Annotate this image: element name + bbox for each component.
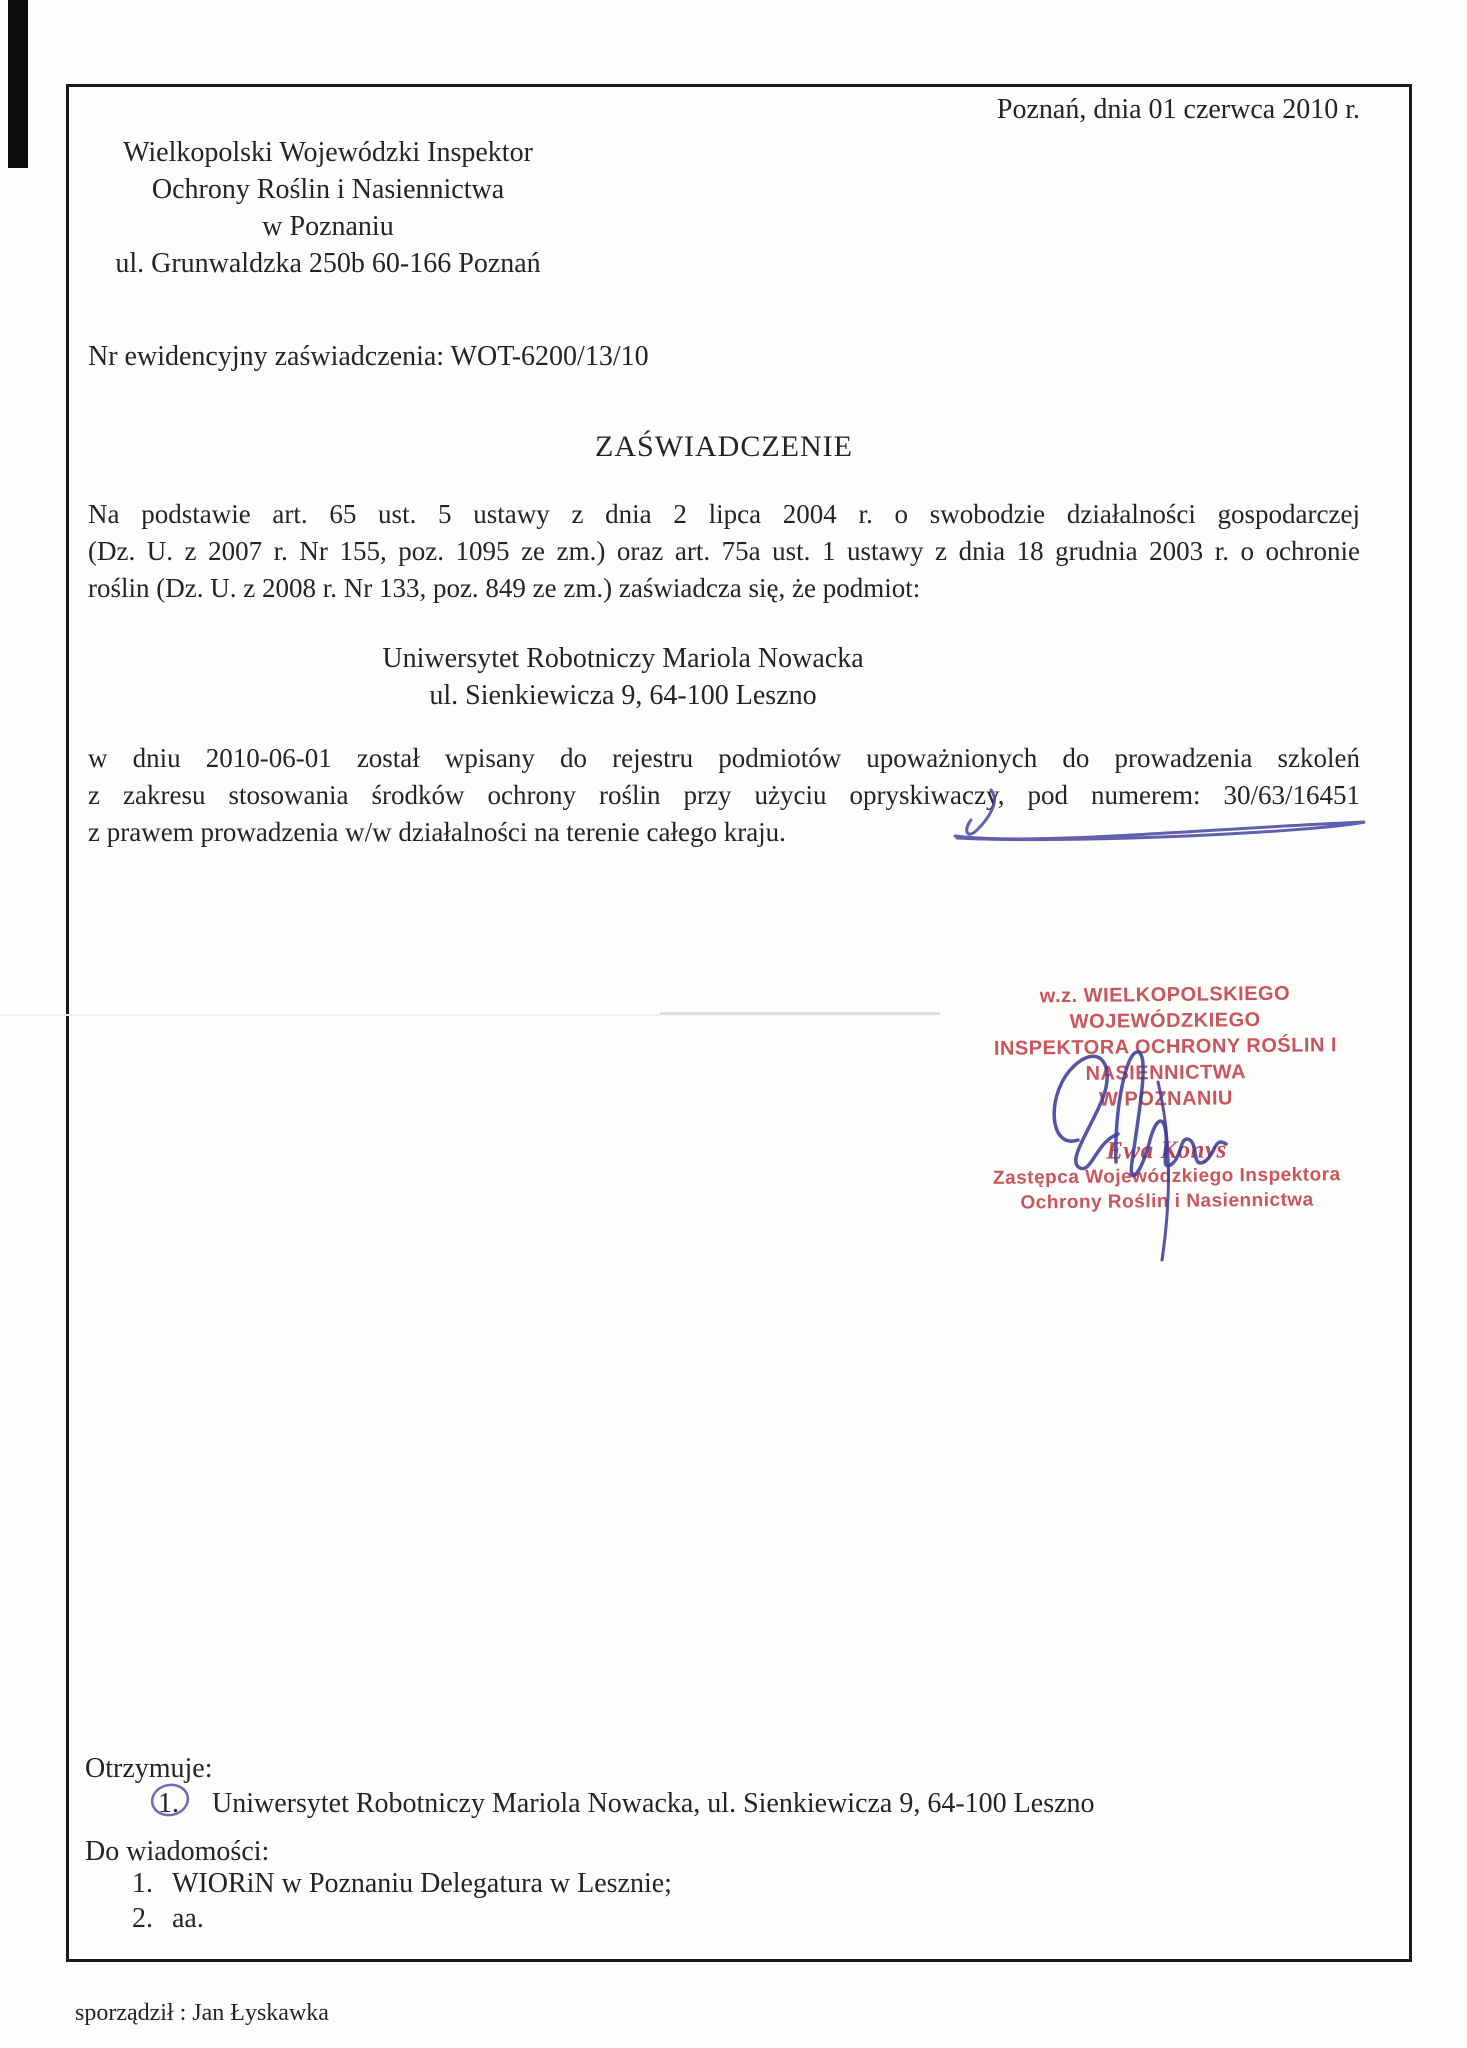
letterhead-line-3: w Poznaniu <box>262 211 394 242</box>
subject-block <box>0 640 1246 714</box>
scan-smudge-line <box>660 1012 940 1015</box>
legal-basis-paragraph <box>88 496 1360 607</box>
stamp-signer-name: Ewa Konys <box>1106 1136 1227 1165</box>
stamp-title-line-2: Ochrony Roślin i Nasiennictwa <box>1020 1189 1314 1214</box>
pen-paraph-mark <box>895 772 1375 862</box>
prepared-by-note: sporządził : Jan Łyskawka <box>75 2000 329 2026</box>
legal-basis-line-2: (Dz. U. z 2007 r. Nr 155, poz. 1095 ze zm.) oraz art. 75a ust. 1 ustawy z dnia 18 grudnia 2003 r. o ochronie <box>88 536 1360 566</box>
letterhead-line-2: Ochrony Roślin i Nasiennictwa <box>151 174 505 205</box>
stamp-line-1: w.z. WIELKOPOLSKIEGO WOJEWÓDZKIEGO <box>1039 982 1291 1034</box>
legal-basis-line-3: roślin (Dz. U. z 2008 r. Nr 133, poz. 849 ze zm.) zaświadcza się, że podmiot: <box>88 573 921 603</box>
statement-line-1: w dniu 2010-06-01 został wpisany do rejestru podmiotów upoważnionych do prowadzenia szkoleń <box>88 743 1360 773</box>
recipients-heading: Otrzymuje: <box>85 1753 213 1784</box>
subject-address: ul. Sienkiewicza 9, 64-100 Leszno <box>429 680 817 711</box>
document-title: ZAŚWIADCZENIE <box>595 430 853 463</box>
scan-smudge-line-faint <box>0 1014 660 1016</box>
subject-name: Uniwersytet Robotniczy Mariola Nowacka <box>382 643 864 674</box>
letterhead-address: ul. Grunwaldzka 250b 60-166 Poznań <box>115 248 541 279</box>
cc-item-2-text: aa. <box>172 1903 204 1934</box>
cc-item-1-number: 1. <box>132 1868 153 1899</box>
stamp-line-3: W POZNANIU <box>1098 1087 1234 1111</box>
cc-item-2-number: 2. <box>132 1903 153 1934</box>
cc-item-1-text: WIORiN w Poznaniu Delegatura w Lesznie; <box>172 1868 672 1899</box>
pen-circle-mark <box>148 1780 192 1820</box>
scan-artifact-bar <box>8 0 28 168</box>
stamp-line-2: INSPEKTORA OCHRONY ROŚLIN I NASIENNICTWA <box>993 1034 1338 1085</box>
registry-number-line: Nr ewidencyjny zaświadczenia: WOT-6200/13/10 <box>88 341 649 372</box>
letterhead-line-1: Wielkopolski Wojewódzki Inspektor <box>123 137 533 168</box>
legal-basis-line-1: Na podstawie art. 65 ust. 5 ustawy z dnia 2 lipca 2004 r. o swobodzie działalności gospodarczej <box>88 499 1360 529</box>
handwritten-signature <box>1030 1022 1270 1262</box>
date-line: Poznań, dnia 01 czerwca 2010 r. <box>996 94 1360 125</box>
cc-heading: Do wiadomości: <box>85 1836 270 1867</box>
recipient-text: Uniwersytet Robotniczy Mariola Nowacka, ul. Sienkiewicza 9, 64-100 Leszno <box>212 1788 1095 1819</box>
letterhead <box>88 134 568 282</box>
statement-line-3: z prawem prowadzenia w/w działalności na terenie całego kraju. <box>88 817 786 847</box>
recipient-number: 1. <box>158 1788 179 1819</box>
statement-line-2: z zakresu stosowania środków ochrony roślin przy użyciu opryskiwaczy, pod numerem: 30/63/16451 <box>88 780 1360 810</box>
stamp-title-line-1: Zastępca Wojewódzkiego Inspektora <box>992 1164 1341 1189</box>
